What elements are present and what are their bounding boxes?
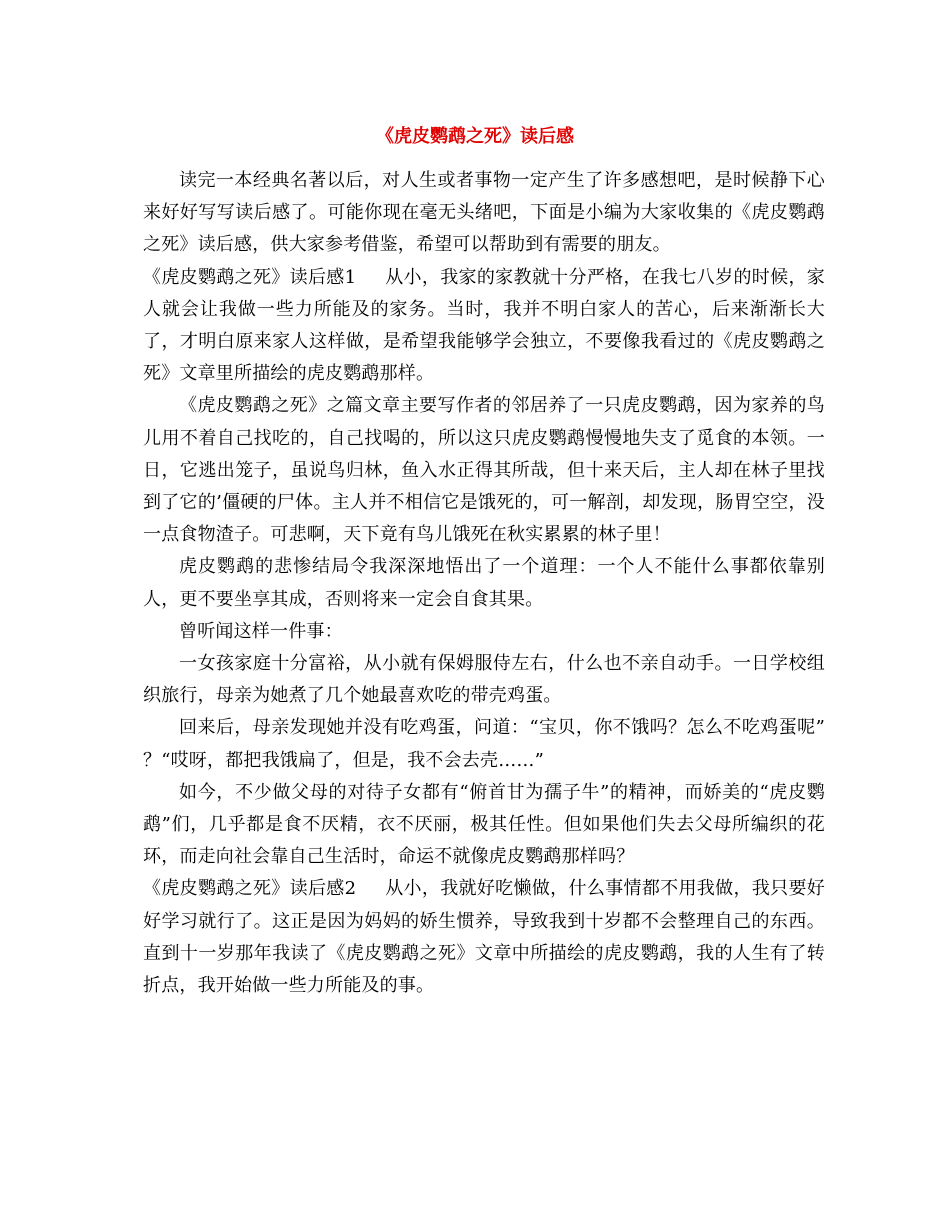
body-paragraph: 如今，不少做父母的对待子女都有“俯首甘为孺子牛”的精神，而娇美的“虎皮鹦鹉”们，几乎都是食不厌精，衣不厌丽，极其任性。但如果他们失去父母所编织的花环，而走向社会靠自己生活时，命运不就像虎皮鹦鹉那样吗？ — [143, 781, 825, 868]
section-2 — [143, 873, 825, 1002]
body-paragraph: 回来后，母亲发现她并没有吃鸡蛋，问道：“宝贝，你不饿吗？怎么不吃鸡蛋呢” ？“哎呀，都把我饿扁了，但是，我不会去壳……” — [143, 717, 825, 771]
section-1 — [143, 262, 825, 391]
section-2-lead: 从小，我就好吃懒做，什么事情都不用我做，我只要好好学习就行了。这正是因为妈妈的娇生惯养，导致我到十岁都不会整理自己的东西。直到十一岁那年我读了《虎皮鹦鹉之死》文章中所描绘的虎皮鹦鹉，我的人生有了转折点，我开始做一些力所能及的事。 — [143, 878, 825, 997]
document-body — [143, 165, 825, 1002]
body-paragraph: 《虎皮鹦鹉之死》之篇文章主要写作者的邻居养了一只虎皮鹦鹉，因为家养的鸟儿用不着自己找吃的，自己找喝的，所以这只虎皮鹦鹉慢慢地失支了觅食的本领。一日，它逃出笼子，虽说鸟归林，鱼入水正得其所哉，但十来天后，主人却在林子里找到了它的’僵硬的尸体。主人并不相信它是饿死的，可一解剖，却发现，肠胃空空，没一点食物渣子。可悲啊，天下竟有鸟儿饿死在秋实累累的林子里！ — [143, 395, 825, 546]
section-2-heading: 《虎皮鹦鹉之死》读后感2 — [143, 878, 357, 900]
section-1-heading: 《虎皮鹦鹉之死》读后感1 — [143, 266, 357, 288]
body-paragraph: 虎皮鹦鹉的悲惨结局令我深深地悟出了一个道理：一个人不能什么事都依靠别人，更不要坐享其成，否则将来一定会自食其果。 — [143, 556, 825, 610]
body-paragraph: 曾听闻这样一件事： — [179, 620, 343, 642]
document-title: 《虎皮鹦鹉之死》读后感 — [376, 126, 574, 147]
body-paragraph: 一女孩家庭十分富裕，从小就有保姆服侍左右，什么也不亲自动手。一日学校组织旅行，母亲为她煮了几个她最喜欢吃的带壳鸡蛋。 — [143, 653, 825, 707]
section-1-lead: 从小，我家的家教就十分严格，在我七八岁的时候，家人就会让我做一些力所能及的家务。当时，我并不明白家人的苦心，后来渐渐长大了，才明白原来家人这样做，是希望我能够学会独立，不要像我看过的《虎皮鹦鹉之死》文章里所描绘的虎皮鹦鹉那样。 — [143, 266, 825, 385]
intro-paragraph: 读完一本经典名著以后，对人生或者事物一定产生了许多感想吧，是时候静下心来好好写写读后感了。可能你现在毫无头绪吧，下面是小编为大家收集的《虎皮鹦鹉之死》读后感，供大家参考借鉴，希望可以帮助到有需要的朋友。 — [143, 170, 825, 256]
